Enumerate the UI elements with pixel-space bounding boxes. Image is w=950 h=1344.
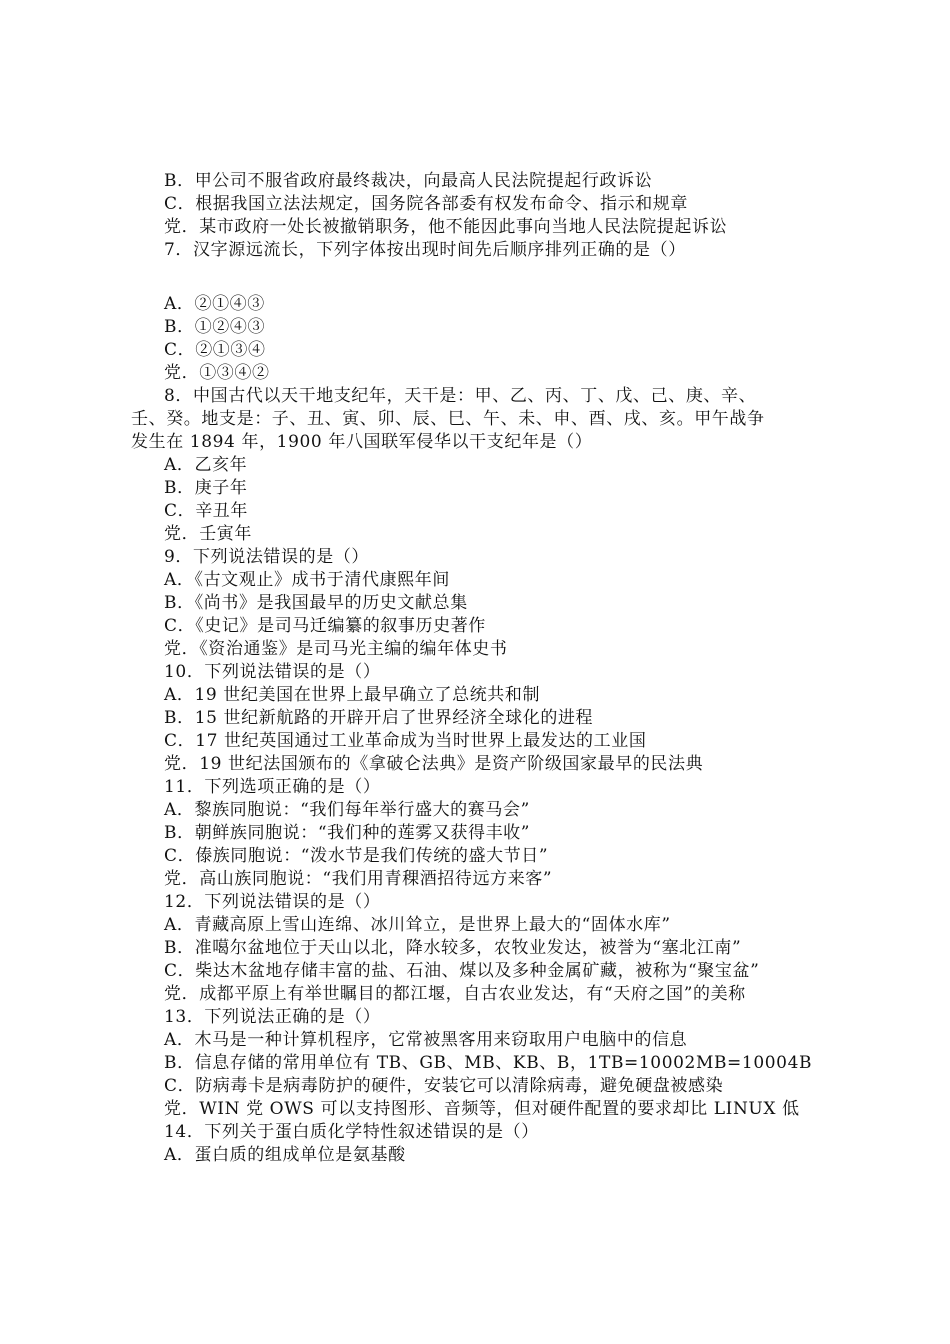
q13-option-a: A．木马是一种计算机程序，它常被黑客用来窃取用户电脑中的信息 — [164, 1030, 688, 1050]
q10-option-c: C．17 世纪英国通过工业革命成为当时世界上最发达的工业国 — [164, 731, 647, 751]
q8-question-line-2: 壬、癸。地支是：子、丑、寅、卯、辰、巳、午、未、申、酉、戌、亥。甲午战争 — [131, 409, 765, 429]
q8-option-b: B．庚子年 — [164, 478, 248, 498]
q14-option-a: A．蛋白质的组成单位是氨基酸 — [164, 1145, 406, 1165]
q8-question-line-1: 8．中国古代以天干地支纪年，天干是：甲、乙、丙、丁、戊、己、庚、辛、 — [164, 386, 757, 406]
q12-option-a: A．青藏高原上雪山连绵、冰川耸立，是世界上最大的“固体水库” — [164, 915, 671, 935]
q9-question: 9．下列说法错误的是（） — [164, 547, 370, 567]
q11-option-c: C．傣族同胞说：“泼水节是我们传统的盛大节日” — [164, 846, 549, 866]
q11-option-d: 党．高山族同胞说：“我们用青稞酒招待远方来客” — [164, 869, 553, 889]
q12-option-c: C．柴达木盆地存储丰富的盐、石油、煤以及多种金属矿藏，被称为“聚宝盆” — [164, 961, 760, 981]
q6-option-b: B．甲公司不服省政府最终裁决，向最高人民法院提起行政诉讼 — [164, 171, 653, 191]
q7-option-b: B．①②④③ — [164, 317, 266, 337]
q10-option-d: 党．19 世纪法国颁布的《拿破仑法典》是资产阶级国家最早的民法典 — [164, 754, 704, 774]
q14-question: 14．下列关于蛋白质化学特性叙述错误的是（） — [164, 1122, 539, 1142]
q13-question: 13．下列说法正确的是（） — [164, 1007, 381, 1027]
q9-option-a: A．《古文观止》成书于清代康熙年间 — [164, 570, 450, 590]
q13-option-c: C．防病毒卡是病毒防护的硬件，安装它可以清除病毒，避免硬盘被感染 — [164, 1076, 724, 1096]
q12-option-b: B．准噶尔盆地位于天山以北，降水较多，农牧业发达，被誉为“塞北江南” — [164, 938, 742, 958]
q7-option-a: A．②①④③ — [164, 294, 265, 314]
q11-question: 11．下列选项正确的是（） — [164, 777, 381, 797]
q6-option-d: 党．某市政府一处长被撤销职务，他不能因此事向当地人民法院提起诉讼 — [164, 217, 728, 237]
q11-option-b: B．朝鲜族同胞说：“我们种的莲雾又获得丰收” — [164, 823, 531, 843]
q7-option-c: C．②①③④ — [164, 340, 266, 360]
q12-question: 12．下列说法错误的是（） — [164, 892, 381, 912]
q12-option-d: 党．成都平原上有举世瞩目的都江堰，自古农业发达，有“天府之国”的美称 — [164, 984, 746, 1004]
q8-option-d: 党．壬寅年 — [164, 524, 252, 544]
q9-option-b: B．《尚书》是我国最早的历史文献总集 — [164, 593, 468, 613]
q13-option-b: B．信息存储的常用单位有 TB、GB、MB、KB、B，1TB=10002MB=10004B — [164, 1053, 813, 1073]
q11-option-a: A．黎族同胞说：“我们每年举行盛大的赛马会” — [164, 800, 530, 820]
q8-option-c: C．辛丑年 — [164, 501, 249, 521]
q9-option-c: C．《史记》是司马迁编纂的叙事历史著作 — [164, 616, 486, 636]
q6-option-c: C．根据我国立法法规定，国务院各部委有权发布命令、指示和规章 — [164, 194, 689, 214]
q13-option-d: 党．WIN 党 OWS 可以支持图形、音频等，但对硬件配置的要求却比 LINUX 低 — [164, 1099, 800, 1119]
q10-option-a: A．19 世纪美国在世界上最早确立了总统共和制 — [164, 685, 541, 705]
q8-question-line-3: 发生在 1894 年，1900 年八国联军侵华以干支纪年是（） — [131, 432, 593, 452]
q10-option-b: B．15 世纪新航路的开辟开启了世界经济全球化的进程 — [164, 708, 594, 728]
q7-question: 7．汉字源远流长，下列字体按出现时间先后顺序排列正确的是（） — [164, 240, 686, 260]
q10-question: 10．下列说法错误的是（） — [164, 662, 381, 682]
q9-option-d: 党．《资治通鉴》是司马光主编的编年体史书 — [164, 639, 508, 659]
q7-option-d: 党．①③④② — [164, 363, 270, 383]
q8-option-a: A．乙亥年 — [164, 455, 248, 475]
